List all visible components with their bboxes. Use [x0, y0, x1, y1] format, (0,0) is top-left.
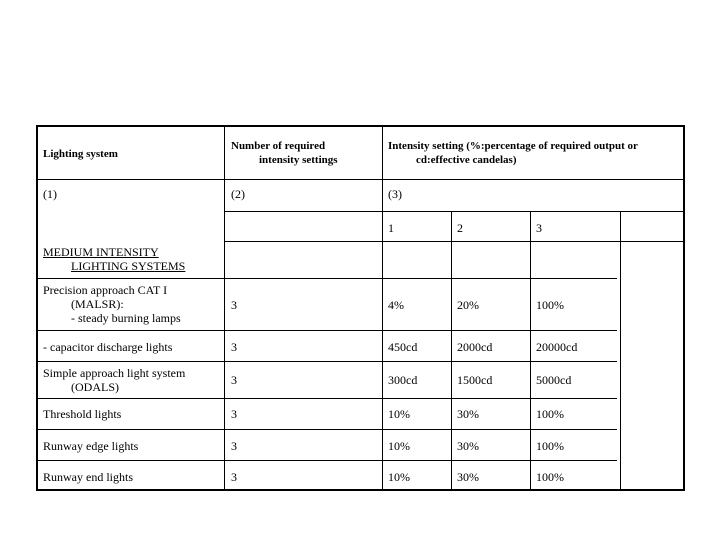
header-required-settings — [231, 139, 338, 167]
grid-line — [38, 460, 617, 461]
row-setting-3: 100% — [536, 298, 564, 312]
row-setting-1: 450cd — [388, 340, 418, 354]
grid-line — [451, 211, 452, 489]
section-heading-line2: LIGHTING SYSTEMS — [71, 259, 186, 273]
col-number-1: (1) — [43, 187, 57, 201]
grid-line — [620, 211, 621, 489]
row-setting-3: 5000cd — [536, 373, 572, 387]
row-count: 3 — [231, 470, 237, 484]
row-name: Threshold lights — [43, 407, 122, 421]
grid-line — [38, 278, 617, 279]
header-intensity-setting-line2: cd:effective candelas) — [416, 154, 517, 166]
header-required-settings-line2: intensity settings — [259, 154, 338, 166]
section-heading — [43, 245, 185, 273]
row-name-line1: Simple approach light system — [43, 366, 186, 380]
row-setting-2: 30% — [457, 407, 479, 421]
row-name-line3: - steady burning lamps — [71, 311, 181, 325]
row-name-line2: (ODALS) — [71, 380, 119, 394]
grid-line — [224, 127, 225, 489]
row-count: 3 — [231, 407, 237, 421]
setting-number-1: 1 — [388, 221, 394, 235]
row-setting-2: 1500cd — [457, 373, 493, 387]
col-number-2: (2) — [231, 187, 245, 201]
section-heading-line1: MEDIUM INTENSITY — [43, 245, 159, 259]
grid-line — [530, 211, 531, 489]
header-intensity-setting-line1: Intensity setting (%:percentage of required output or — [388, 140, 638, 152]
grid-line — [38, 361, 617, 362]
grid-line — [38, 330, 617, 331]
header-lighting-system: Lighting system — [43, 148, 118, 160]
row-name — [43, 366, 185, 394]
setting-number-2: 2 — [457, 221, 463, 235]
row-count: 3 — [231, 340, 237, 354]
row-name-line1: Precision approach CAT I — [43, 283, 168, 297]
grid-line — [224, 211, 683, 212]
row-setting-2: 2000cd — [457, 340, 493, 354]
lighting-table — [36, 125, 685, 491]
header-intensity-setting — [388, 139, 638, 167]
row-setting-1: 10% — [388, 407, 410, 421]
grid-line — [382, 127, 383, 489]
row-setting-2: 30% — [457, 439, 479, 453]
grid-line — [38, 179, 683, 180]
row-setting-1: 4% — [388, 298, 404, 312]
row-setting-3: 100% — [536, 470, 564, 484]
row-name: Runway edge lights — [43, 439, 139, 453]
row-setting-1: 300cd — [388, 373, 418, 387]
row-setting-3: 100% — [536, 439, 564, 453]
row-count: 3 — [231, 298, 237, 312]
row-name — [43, 283, 181, 325]
row-count: 3 — [231, 373, 237, 387]
header-required-settings-line1: Number of required — [231, 140, 326, 152]
setting-number-3: 3 — [536, 221, 542, 235]
row-count: 3 — [231, 439, 237, 453]
row-setting-1: 10% — [388, 439, 410, 453]
row-setting-1: 10% — [388, 470, 410, 484]
grid-line — [38, 398, 617, 399]
row-setting-2: 30% — [457, 470, 479, 484]
grid-line — [224, 241, 683, 242]
row-name: Runway end lights — [43, 470, 133, 484]
row-setting-3: 20000cd — [536, 340, 578, 354]
grid-line — [38, 429, 617, 430]
row-name: - capacitor discharge lights — [43, 340, 173, 354]
row-name-line2: (MALSR): — [71, 297, 124, 311]
row-setting-2: 20% — [457, 298, 479, 312]
col-number-3: (3) — [388, 187, 402, 201]
row-setting-3: 100% — [536, 407, 564, 421]
